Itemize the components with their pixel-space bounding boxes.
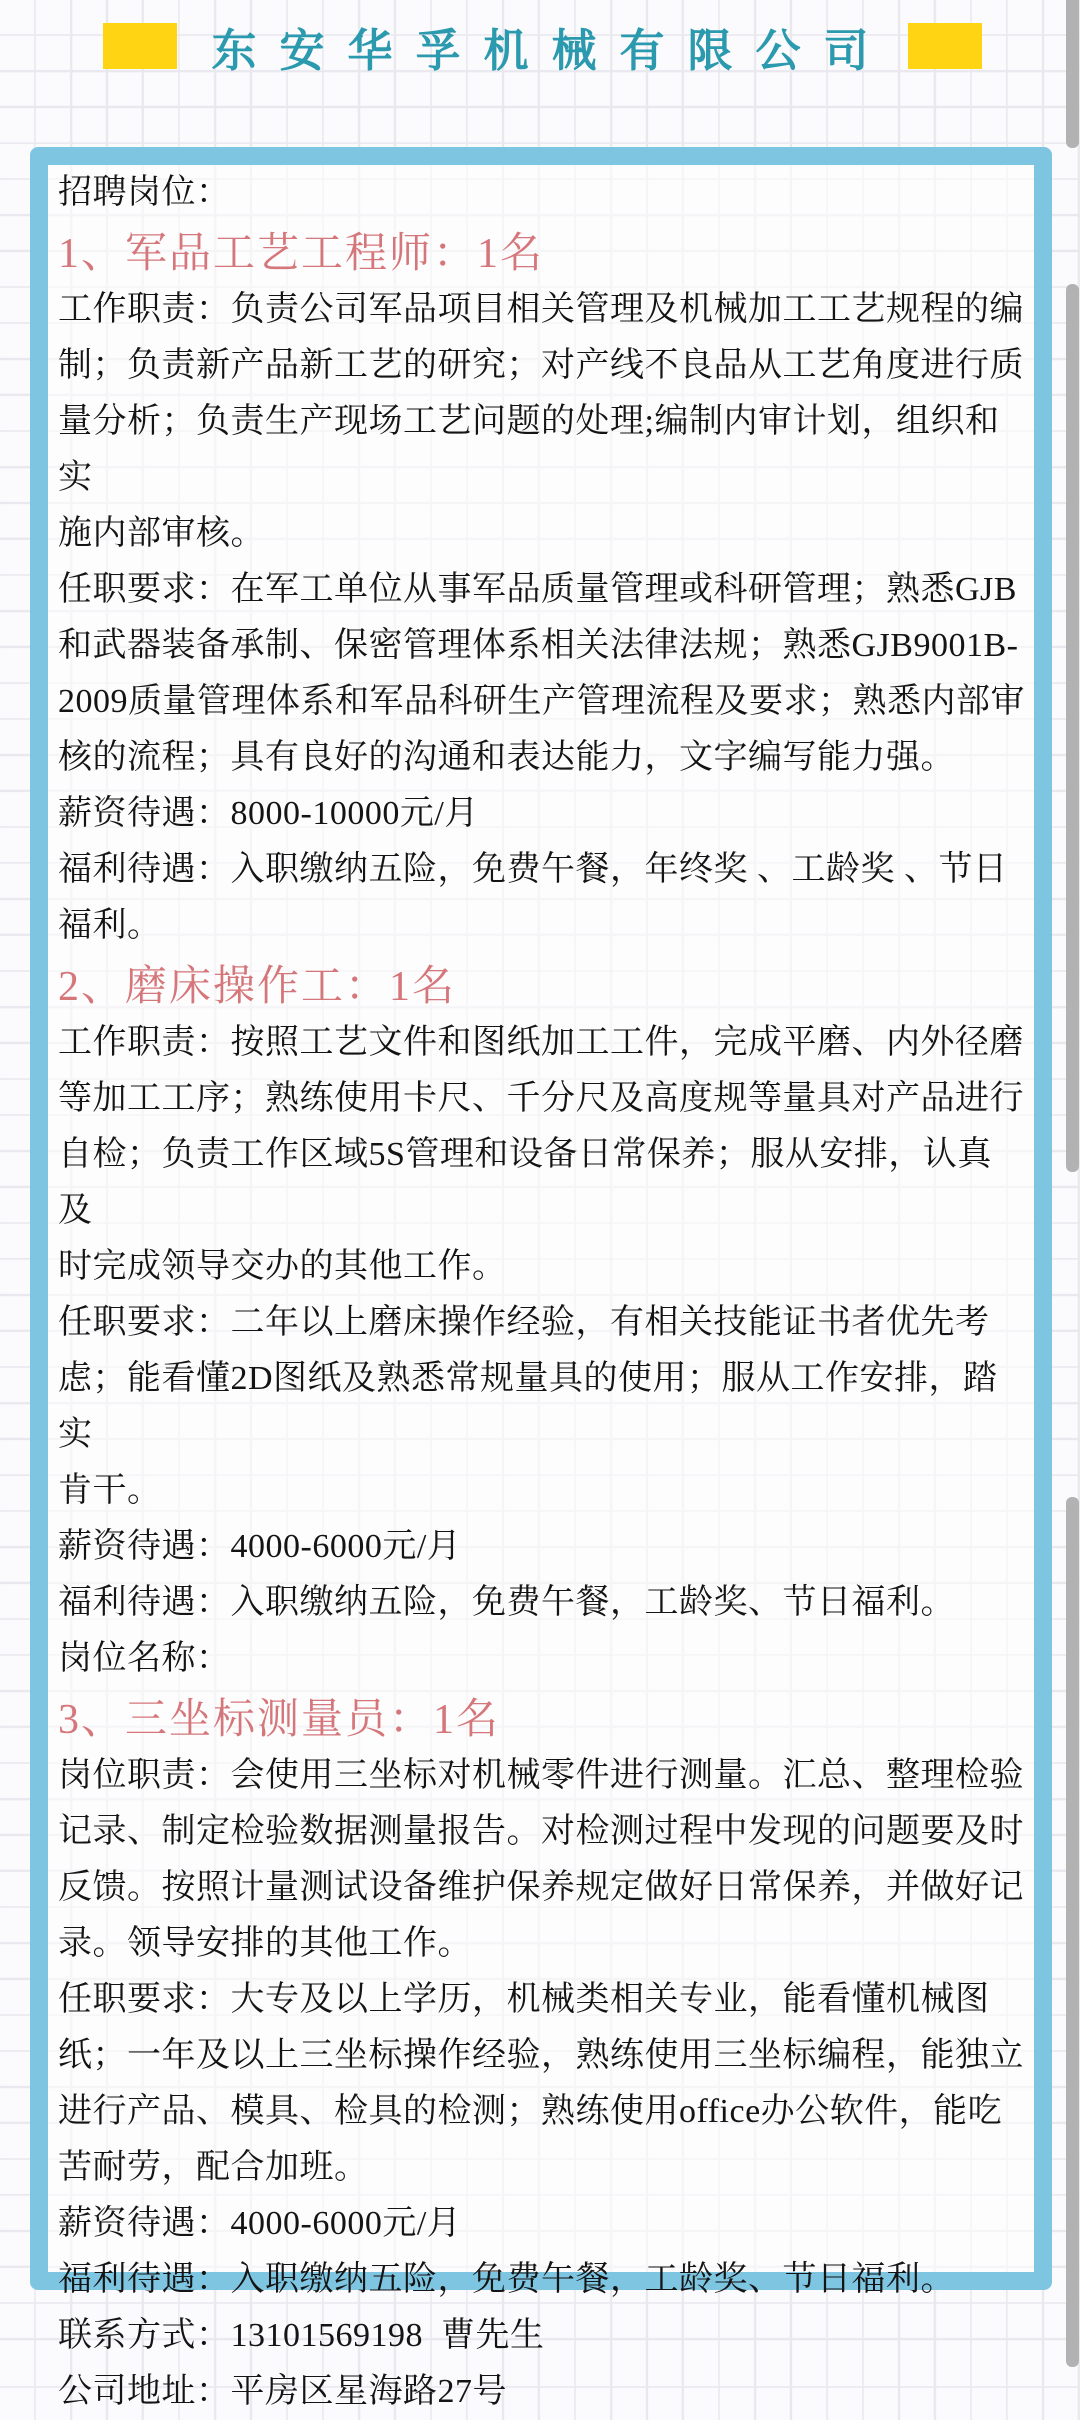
text-line: 施内部审核。 — [58, 515, 265, 552]
scrollbar-thumb-bottom[interactable] — [1066, 1497, 1079, 2367]
text-line: 纸；一年及以上三坐标操作经验，熟练使用三坐标编程，能独立 — [58, 2037, 1024, 2074]
text-line: 自检；负责工作区域5S管理和设备日常保养；服从安排，认真及 — [58, 1136, 992, 1229]
text-line: 任职要求：在军工单位从事军品质量管理或科研管理；熟悉GJB — [58, 571, 1017, 608]
job-posting-card — [30, 147, 1052, 2410]
text-line: 肯干。 — [58, 1472, 162, 1509]
text-line: 2009质量管理体系和军品科研生产管理流程及要求；熟悉内部审 — [58, 683, 1025, 720]
text-line: 苦耐劳，配合加班。 — [58, 2149, 369, 2186]
text-line: 时完成领导交办的其他工作。 — [58, 1248, 507, 1285]
text-line: 岗位名称： — [58, 1640, 231, 1677]
text-line: 薪资待遇：4000-6000元/月 — [58, 1528, 462, 1565]
text-line: 录。领导安排的其他工作。 — [58, 1925, 472, 1962]
text-line: 薪资待遇：4000-6000元/月 — [58, 2205, 462, 2242]
header-accent-block-right — [908, 23, 982, 69]
text-line: 和武器装备承制、保密管理体系相关法律法规；熟悉GJB9001B- — [58, 627, 1019, 664]
text-line: 福利待遇：入职缴纳五险，免费午餐，工龄奖、节日福利。 — [58, 1584, 955, 1621]
text-line: 记录、制定检验数据测量报告。对检测过程中发现的问题要及时 — [58, 1813, 1024, 1850]
job-heading-line: 3、三坐标测量员：1名 — [58, 1697, 501, 1743]
text-line: 任职要求：二年以上磨床操作经验，有相关技能证书者优先考 — [58, 1304, 990, 1341]
text-line: 工作职责：负责公司军品项目相关管理及机械加工工艺规程的编 — [58, 291, 1024, 328]
scrollbar-thumb-top[interactable] — [1066, 0, 1079, 148]
text-line: 福利待遇：入职缴纳五险，免费午餐，工龄奖、节日福利。 — [58, 2261, 955, 2298]
text-line: 制；负责新产品新工艺的研究；对产线不良品从工艺角度进行质 — [58, 347, 1024, 384]
text-line: 公司地址：平房区星海路27号 — [58, 2373, 507, 2410]
text-line: 福利。 — [58, 907, 162, 944]
text-line: 福利待遇：入职缴纳五险，免费午餐，年终奖 、工龄奖 、节日 — [58, 851, 1008, 888]
text-line: 薪资待遇：8000-10000元/月 — [58, 795, 479, 832]
text-line: 岗位职责：会使用三坐标对机械零件进行测量。汇总、整理检验 — [58, 1757, 1024, 1794]
job-heading-line: 2、磨床操作工：1名 — [58, 964, 457, 1010]
text-line: 等加工工序；熟练使用卡尺、千分尺及高度规等量具对产品进行 — [58, 1080, 1024, 1117]
job-posting-text — [58, 165, 1026, 2420]
text-line: 联系方式：13101569198 曹先生 — [58, 2317, 545, 2354]
text-line: 招聘岗位： — [58, 174, 231, 211]
text-line: 工作职责：按照工艺文件和图纸加工工件，完成平磨、内外径磨 — [58, 1024, 1024, 1061]
text-line: 核的流程；具有良好的沟通和表达能力，文字编写能力强。 — [58, 739, 955, 776]
text-line: 虑；能看懂2D图纸及熟悉常规量具的使用；服从工作安排，踏实 — [58, 1360, 998, 1453]
company-title: 东安华孚机械有限公司 — [211, 26, 892, 76]
text-line: 反馈。按照计量测试设备维护保养规定做好日常保养，并做好记 — [58, 1869, 1024, 1906]
text-line: 进行产品、模具、检具的检测；熟练使用office办公软件，能吃 — [58, 2093, 1003, 2130]
scrollbar-thumb-middle[interactable] — [1066, 284, 1079, 1172]
text-line: 任职要求：大专及以上学历，机械类相关专业，能看懂机械图 — [58, 1981, 990, 2018]
job-heading-line: 1、军品工艺工程师：1名 — [58, 231, 545, 277]
text-line: 量分析；负责生产现场工艺问题的处理;编制内审计划，组织和实 — [58, 403, 1000, 496]
